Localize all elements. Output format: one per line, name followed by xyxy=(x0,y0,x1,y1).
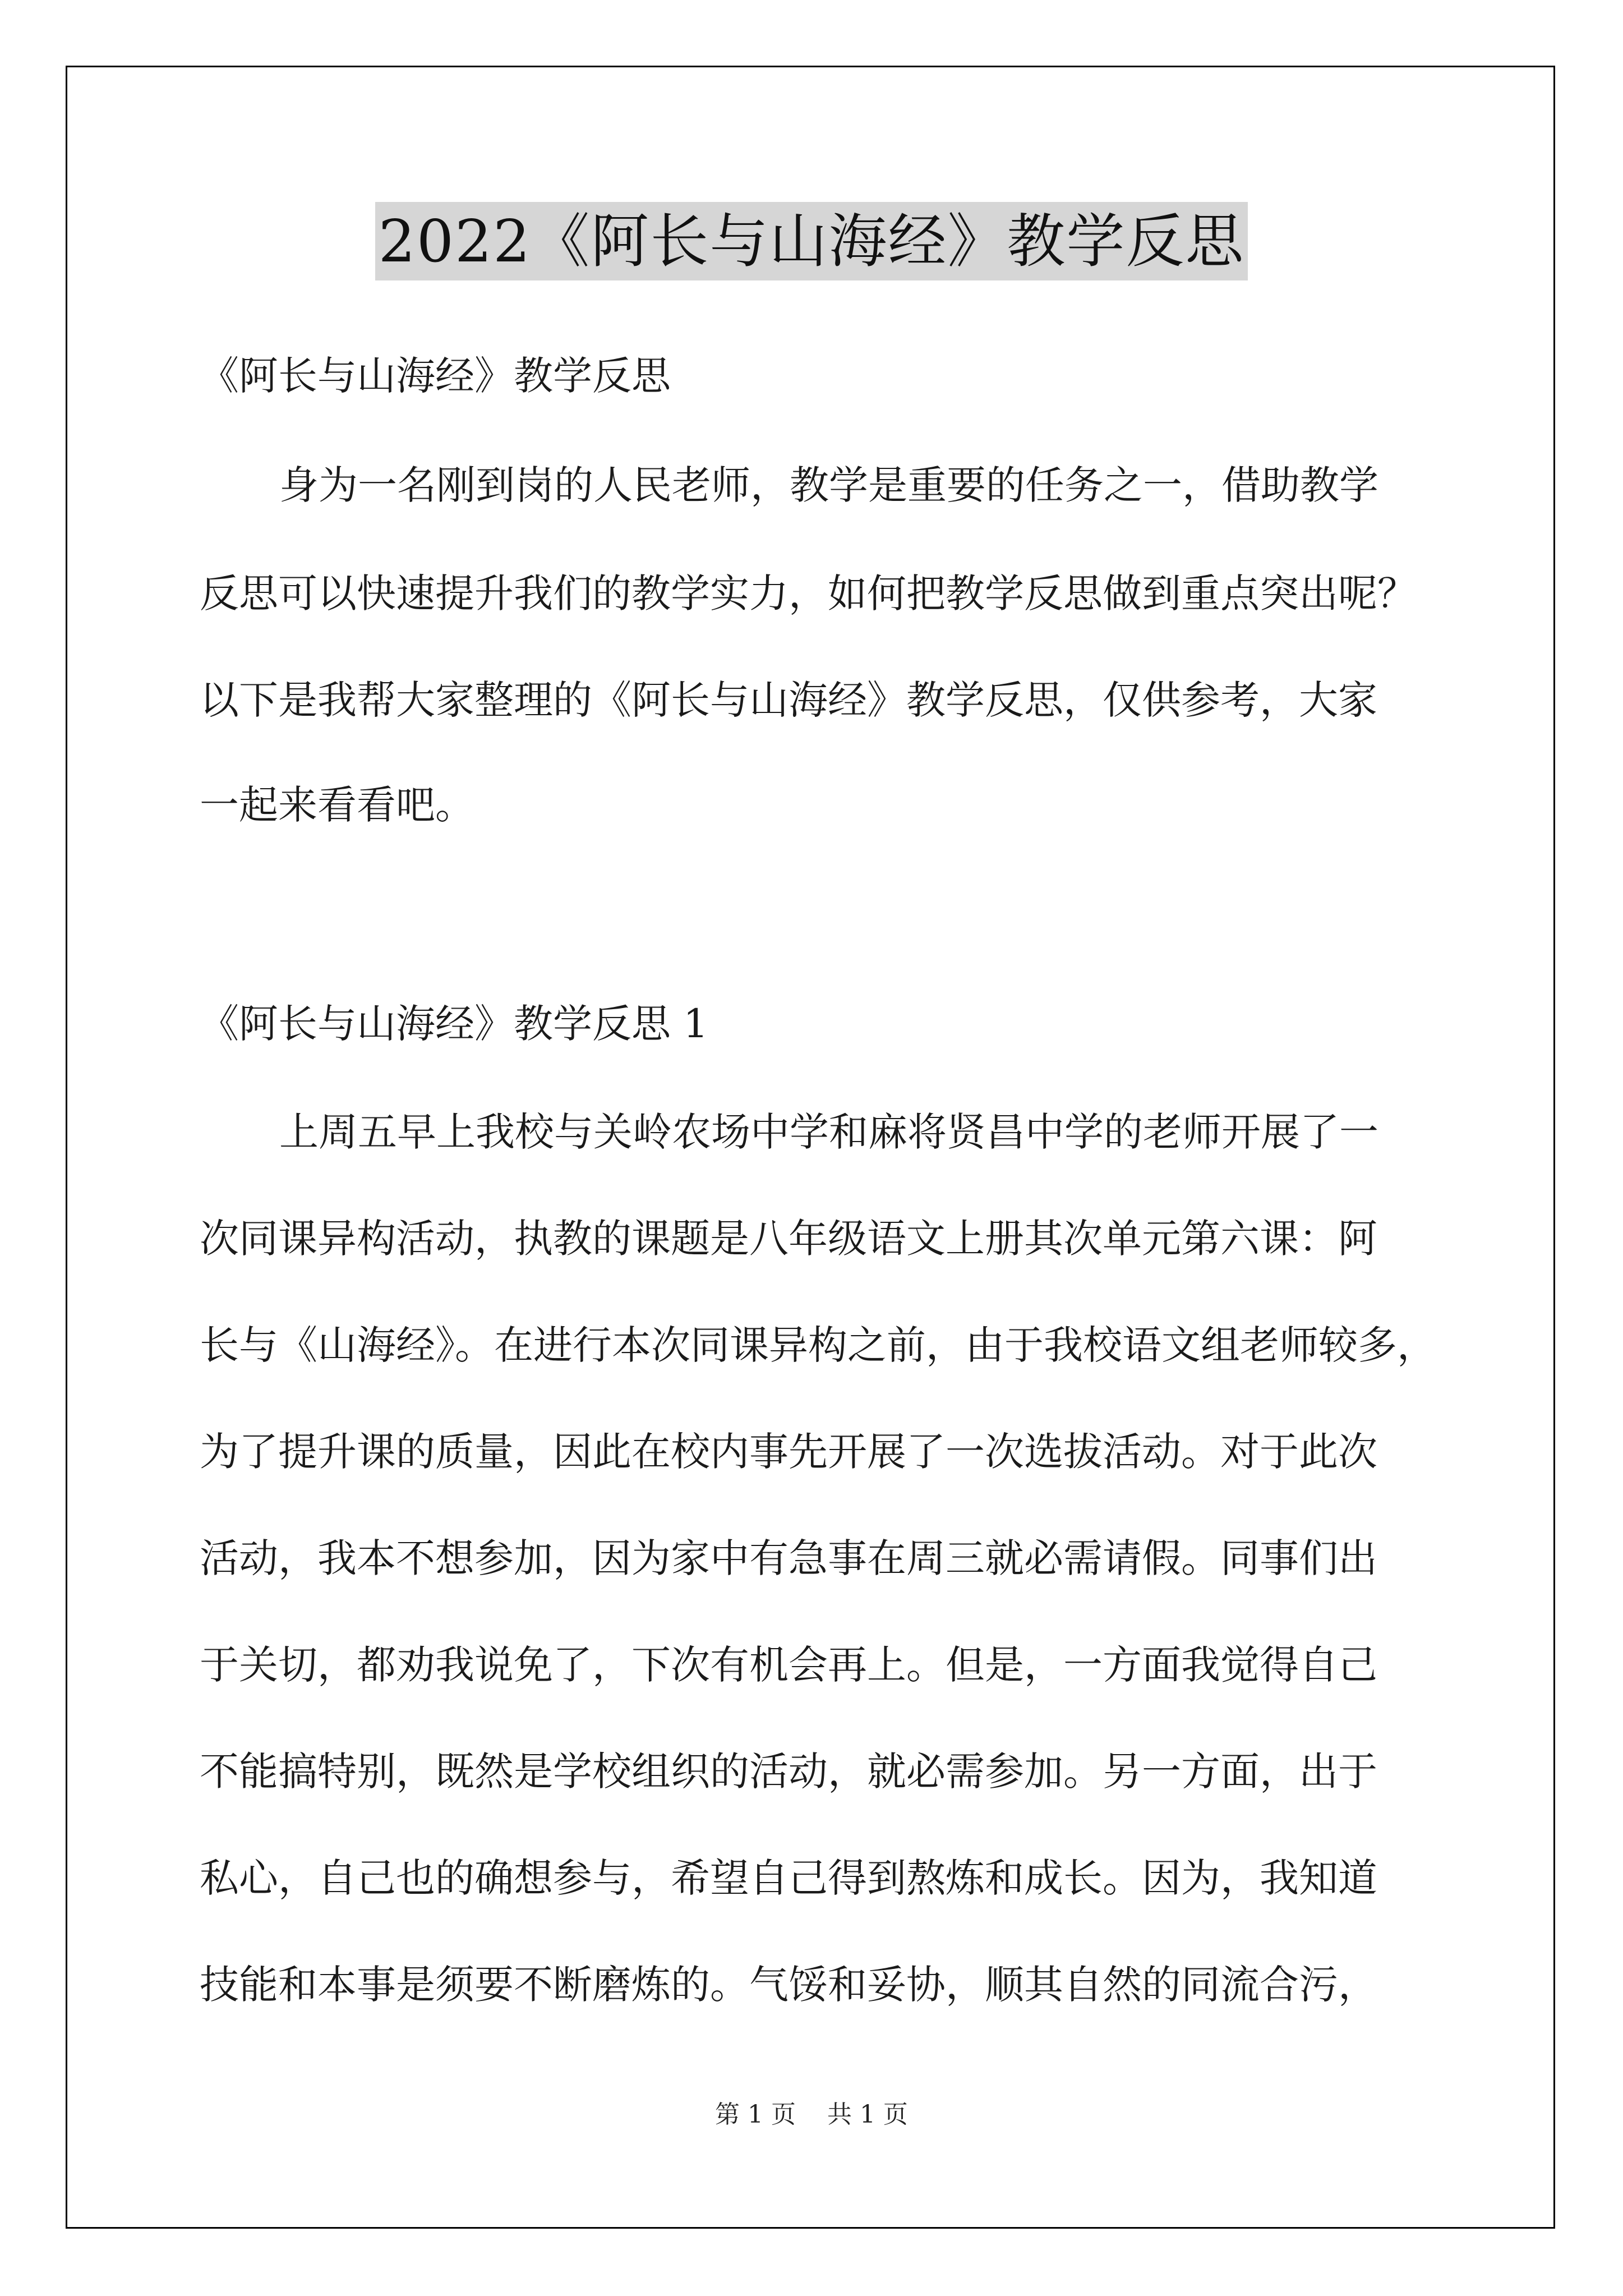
intro-line: 一起来看看吧。 xyxy=(200,782,474,828)
body-line: 次同课异构活动，执教的课题是八年级语文上册其次单元第六课：阿 xyxy=(200,1216,1377,1262)
page-footer: 第 1 页 共 1 页 xyxy=(715,2100,908,2129)
intro-line: 身为一名刚到岗的人民老师，教学是重要的任务之一，借助教学 xyxy=(279,462,1378,508)
body-line: 私心，自己也的确想参与，希望自己得到熬炼和成长。因为，我知道 xyxy=(200,1855,1377,1901)
section-heading: 《阿长与山海经》教学反思 1 xyxy=(200,1001,708,1047)
intro-line: 以下是我帮大家整理的《阿长与山海经》教学反思，仅供参考，大家 xyxy=(200,677,1377,723)
body-line: 活动，我本不想参加，因为家中有急事在周三就必需请假。同事们出 xyxy=(200,1535,1377,1581)
body-line: 为了提升课的质量，因此在校内事先开展了一次选拔活动。对于此次 xyxy=(200,1429,1377,1475)
body-line: 长与《山海经》。在进行本次同课异构之前，由于我校语文组老师较多， xyxy=(200,1322,1436,1368)
body-line: 不能搞特别，既然是学校组织的活动，就必需参加。另一方面，出于 xyxy=(200,1749,1377,1795)
title-container xyxy=(0,202,1623,280)
body-line: 上周五早上我校与关岭农场中学和麻将贤昌中学的老师开展了一 xyxy=(279,1109,1378,1155)
document-subtitle: 《阿长与山海经》教学反思 xyxy=(200,353,671,399)
body-line: 技能和本事是须要不断磨炼的。气馁和妥协，顺其自然的同流合污， xyxy=(200,1962,1377,2008)
document-title: 2022《阿长与山海经》教学反思 xyxy=(375,202,1248,280)
body-line: 于关切，都劝我说免了，下次有机会再上。但是，一方面我觉得自己 xyxy=(200,1642,1377,1688)
intro-line: 反思可以快速提升我们的教学实力，如何把教学反思做到重点突出呢？ xyxy=(200,570,1417,616)
